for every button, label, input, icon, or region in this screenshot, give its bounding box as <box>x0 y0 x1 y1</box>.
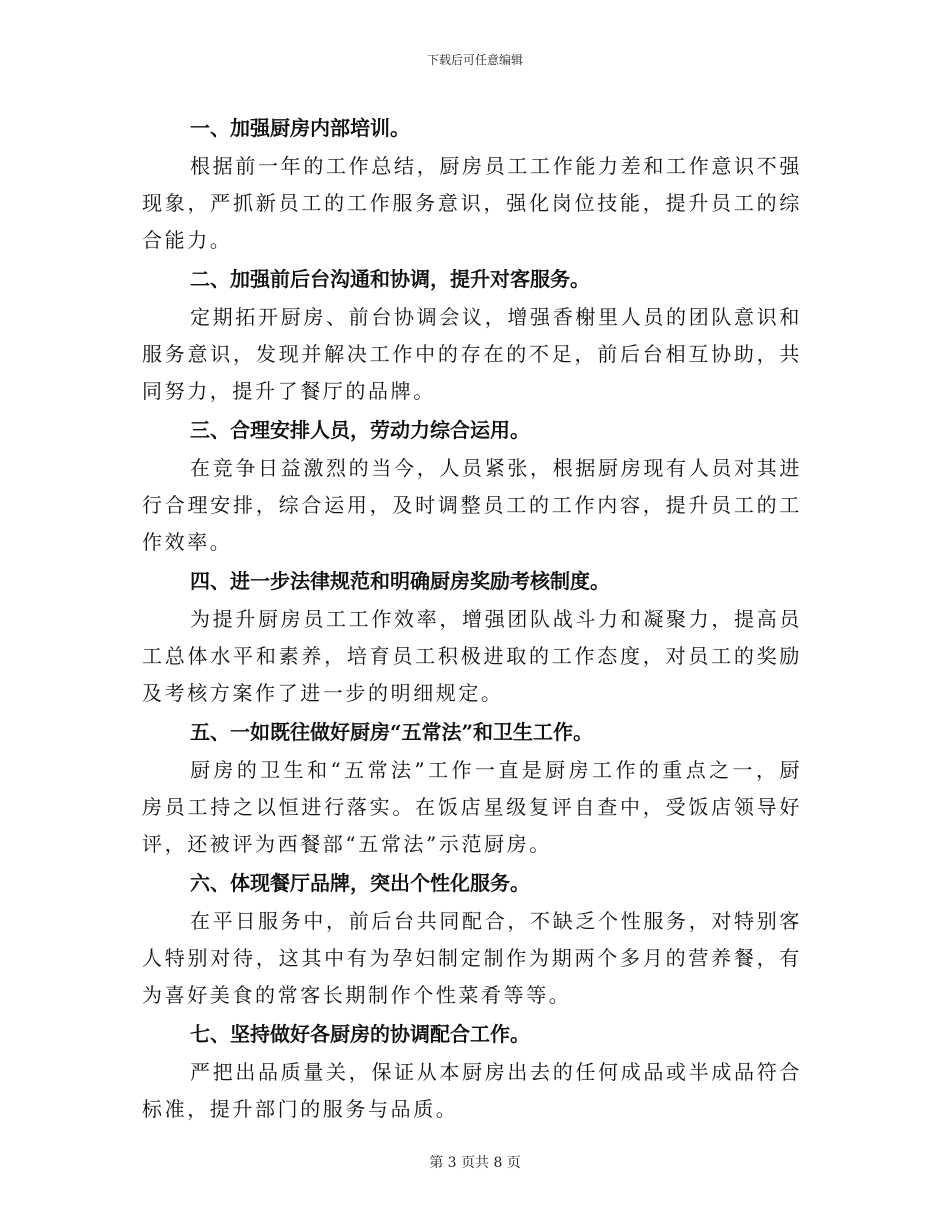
section-paragraph: 定期拓开厨房、前台协调会议，增强香榭里人员的团队意识和服务意识，发现并解决工作中的存在的不足，前后台相互协助，共同努力，提升了餐厅的品牌。 <box>142 305 802 403</box>
section-paragraph: 在平日服务中，前后台共同配合，不缺乏个性服务，对特别客人特别对待，这其中有为孕妇制定制作为期两个多月的营养餐，有为喜好美食的常客长期制作个性菜肴等等。 <box>142 909 802 1007</box>
page-header: 下载后可任意编辑 <box>426 53 523 67</box>
section-training <box>142 108 802 259</box>
section-heading: 六、体现餐厅品牌，突出个性化服务。 <box>190 871 530 895</box>
section-paragraph: 根据前一年的工作总结，厨房员工工作能力差和工作意识不强现象，严抓新员工的工作服务意识，强化岗位技能，提升员工的综合能力。 <box>142 154 802 252</box>
section-paragraph: 厨房的卫生和“五常法”工作一直是厨房工作的重点之一，厨房员工持之以恒进行落实。在饭店星级复评自查中，受饭店领导好评，还被评为西餐部“五常法”示范厨房。 <box>142 758 802 856</box>
section-communication <box>142 259 802 410</box>
section-heading: 四、进一步法律规范和明确厨房奖励考核制度。 <box>190 569 610 593</box>
document-body <box>142 108 802 1128</box>
section-hygiene <box>142 712 802 863</box>
section-personalized-service <box>142 863 802 1014</box>
page-number-footer: 第 3 页共 8 页 <box>429 1155 521 1171</box>
section-heading: 五、一如既往做好厨房“五常法”和卫生工作。 <box>190 720 594 744</box>
section-paragraph: 在竞争日益激烈的当今，人员紧张，根据厨房现有人员对其进行合理安排，综合运用，及时调整员工的工作内容，提升员工的工作效率。 <box>142 456 802 554</box>
section-coordination <box>142 1014 802 1128</box>
section-incentives <box>142 561 802 712</box>
section-heading: 七、坚持做好各厨房的协调配合工作。 <box>190 1022 530 1046</box>
section-heading: 一、加强厨房内部培训。 <box>190 116 410 140</box>
section-staffing <box>142 410 802 561</box>
section-paragraph: 严把出品质量关，保证从本厨房出去的任何成品或半成品符合标准，提升部门的服务与品质。 <box>142 1060 802 1121</box>
section-heading: 二、加强前后台沟通和协调，提升对客服务。 <box>190 267 590 291</box>
section-heading: 三、合理安排人员，劳动力综合运用。 <box>190 418 530 442</box>
section-paragraph: 为提升厨房员工工作效率，增强团队战斗力和凝聚力，提高员工总体水平和素养，培育员工积极进取的工作态度，对员工的奖励及考核方案作了进一步的明细规定。 <box>142 607 802 705</box>
